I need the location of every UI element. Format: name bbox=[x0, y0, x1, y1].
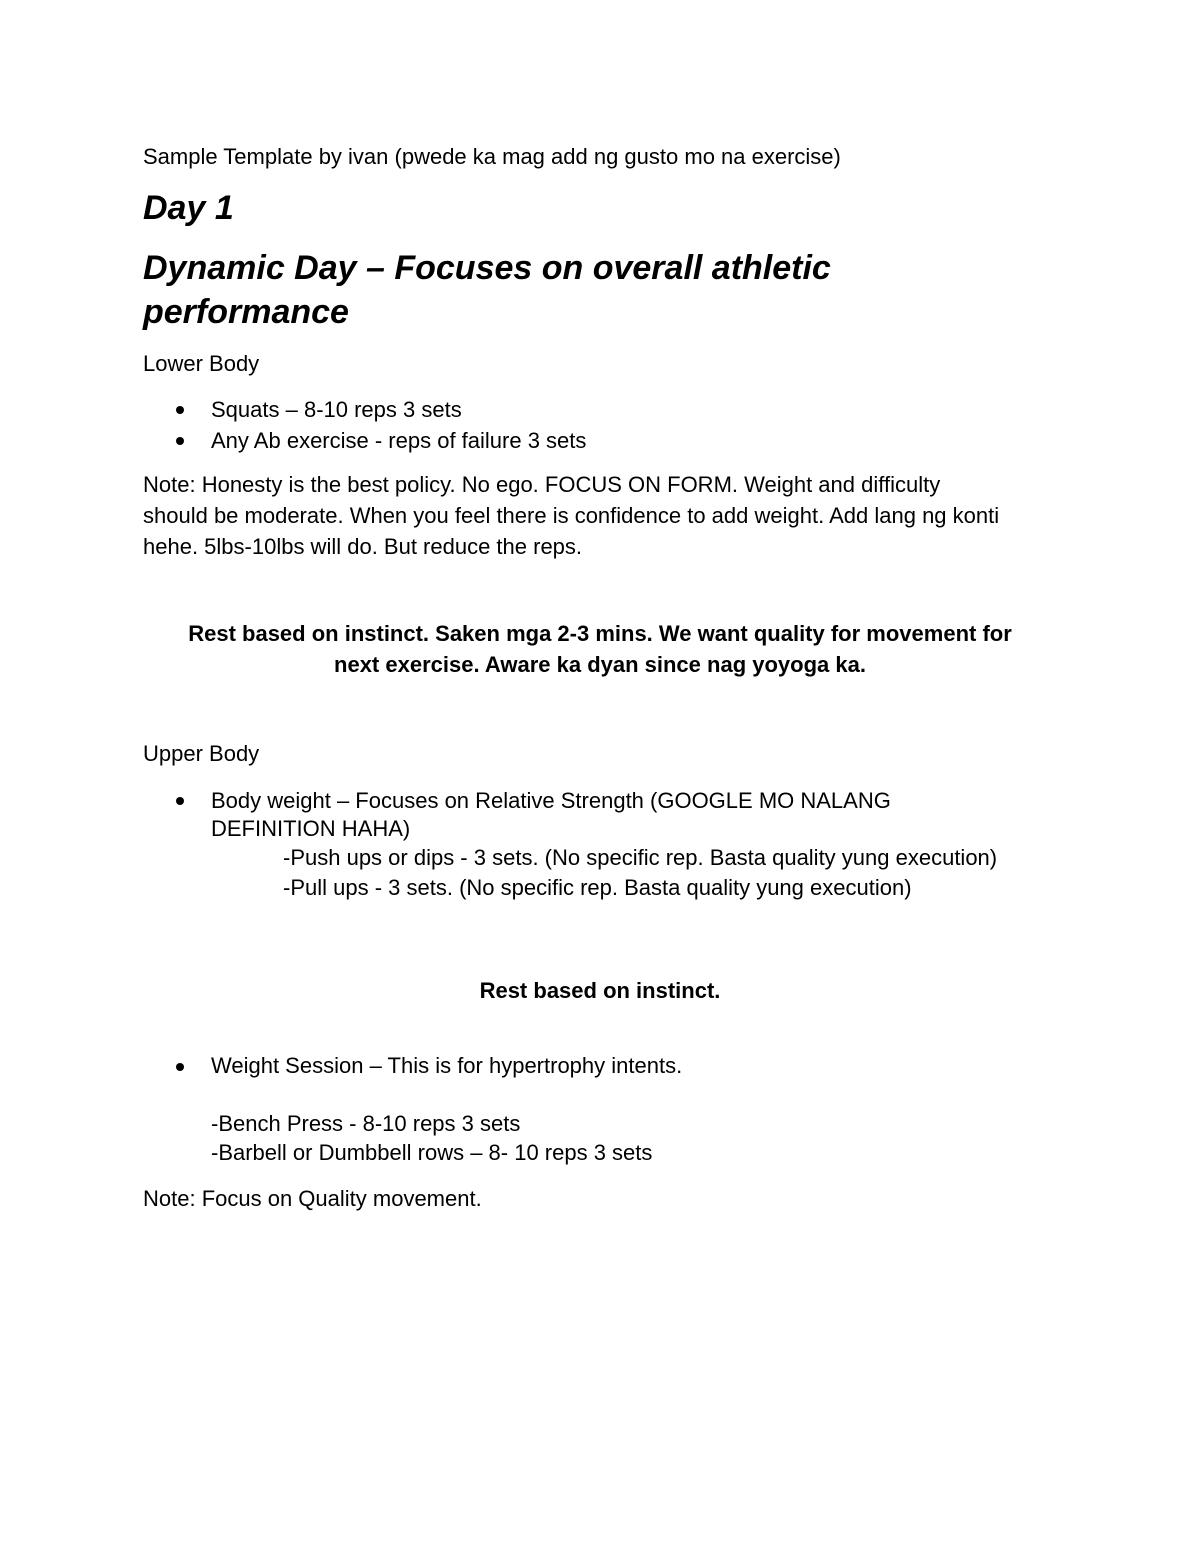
list-item-squats: Squats – 8-10 reps 3 sets bbox=[211, 397, 462, 422]
dynamic-title-line-2: performance bbox=[143, 293, 349, 331]
intro-line: Sample Template by ivan (pwede ka mag add ng gusto mo na exercise) bbox=[143, 144, 841, 169]
rest-note-line-1: Rest based on instinct. Saken mga 2-3 mins. We want quality for movement for bbox=[188, 621, 1012, 646]
list-item-body-weight-line-1: Body weight – Focuses on Relative Strength (GOOGLE MO NALANG bbox=[211, 788, 891, 813]
bullet-icon bbox=[176, 1063, 184, 1071]
sub-item-bench-press: -Bench Press - 8-10 reps 3 sets bbox=[211, 1111, 521, 1136]
lower-note-line-1: Note: Honesty is the best policy. No ego. FOCUS ON FORM. Weight and difficulty bbox=[143, 472, 941, 497]
rest-note-short: Rest based on instinct. bbox=[479, 978, 721, 1003]
sub-item-rows: -Barbell or Dumbbell rows – 8- 10 reps 3 sets bbox=[211, 1140, 653, 1165]
bullet-icon bbox=[176, 797, 184, 805]
dynamic-title-line-1: Dynamic Day – Focuses on overall athletic bbox=[143, 249, 831, 287]
day-title: Day 1 bbox=[143, 189, 234, 227]
bullet-icon bbox=[176, 437, 184, 445]
list-item-weight-session: Weight Session – This is for hypertrophy intents. bbox=[211, 1053, 683, 1078]
bullet-icon bbox=[176, 406, 184, 414]
lower-note-line-3: hehe. 5lbs-10lbs will do. But reduce the reps. bbox=[143, 534, 583, 559]
upper-body-heading: Upper Body bbox=[143, 741, 260, 766]
rest-note-line-2: next exercise. Aware ka dyan since nag yoyoga ka. bbox=[334, 652, 866, 677]
list-item-ab-exercise: Any Ab exercise - reps of failure 3 sets bbox=[211, 428, 587, 453]
sub-item-pull-ups: -Pull ups - 3 sets. (No specific rep. Basta quality yung execution) bbox=[283, 875, 912, 900]
lower-note-line-2: should be moderate. When you feel there is confidence to add weight. Add lang ng konti bbox=[143, 503, 1000, 528]
final-note: Note: Focus on Quality movement. bbox=[143, 1186, 482, 1211]
sub-item-push-ups: -Push ups or dips - 3 sets. (No specific rep. Basta quality yung execution) bbox=[283, 845, 998, 870]
lower-body-heading: Lower Body bbox=[143, 351, 260, 376]
list-item-body-weight-line-2: DEFINITION HAHA) bbox=[211, 816, 411, 841]
